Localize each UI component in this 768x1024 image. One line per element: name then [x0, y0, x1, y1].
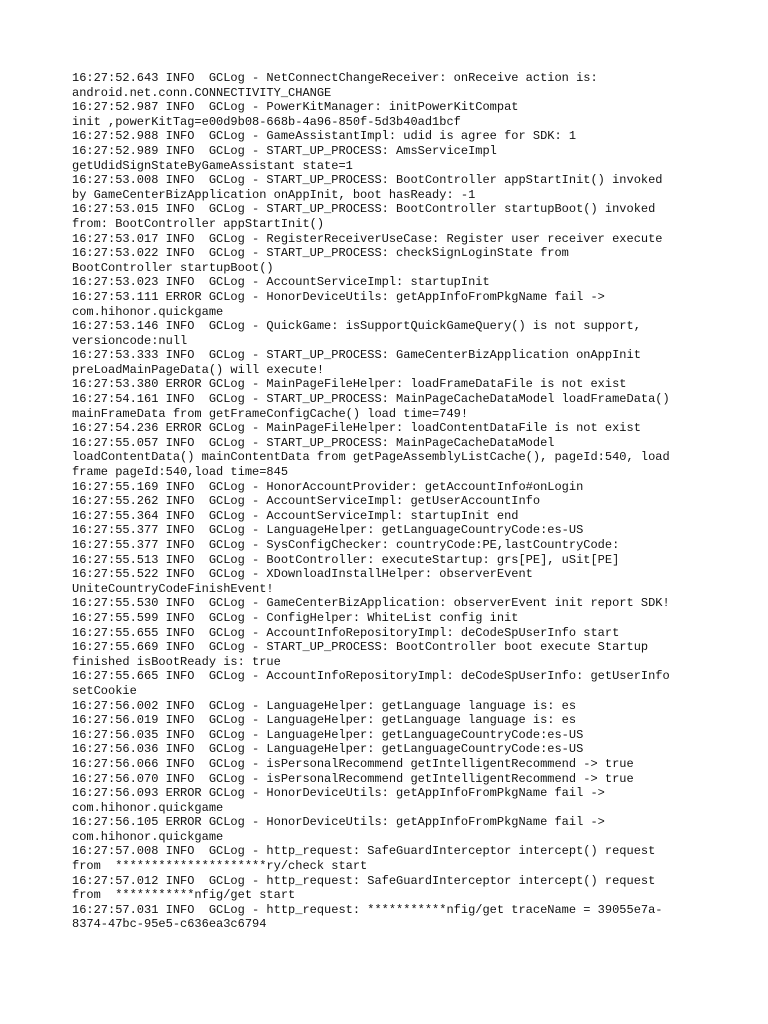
log-line: from *********************ry/check start: [72, 859, 368, 874]
log-line: 16:27:53.017 INFO GCLog - RegisterReceiverUseCase: Register user receiver execute: [72, 231, 663, 246]
log-line: BootController startupBoot(): [72, 260, 274, 275]
log-line: 16:27:55.665 INFO GCLog - AccountInfoRepositoryImpl: deCodeSpUserInfo: getUserInfo: [72, 669, 670, 684]
log-line: 16:27:55.262 INFO GCLog - AccountServiceImpl: getUserAccountInfo: [72, 494, 541, 509]
log-line: 16:27:55.599 INFO GCLog - ConfigHelper: WhiteList config init: [72, 610, 519, 625]
log-line: 16:27:52.643 INFO GCLog - NetConnectChangeReceiver: onReceive action is:: [72, 71, 598, 85]
log-line: 16:27:56.066 INFO GCLog - isPersonalRecommend getIntelligentRecommend -> true: [72, 756, 634, 771]
log-line: 16:27:55.377 INFO GCLog - LanguageHelper: getLanguageCountryCode:es-US: [72, 523, 584, 538]
log-line: init ,powerKitTag=e00d9b08-668b-4a96-850f-5d3b40ad1bcf: [72, 114, 461, 129]
log-line: 16:27:53.111 ERROR GCLog - HonorDeviceUtils: getAppInfoFromPkgName fail ->: [72, 289, 605, 304]
log-line: com.hihonor.quickgame: [72, 304, 224, 319]
log-line: 16:27:55.655 INFO GCLog - AccountInfoRepositoryImpl: deCodeSpUserInfo start: [72, 625, 620, 640]
log-line: UniteCountryCodeFinishEvent!: [72, 581, 274, 596]
log-line: android.net.conn.CONNECTIVITY_CHANGE: [72, 85, 332, 100]
log-document: [72, 71, 712, 932]
log-line: 16:27:54.161 INFO GCLog - START_UP_PROCESS: MainPageCacheDataModel loadFrameData(): [72, 392, 670, 407]
log-line: 16:27:55.530 INFO GCLog - GameCenterBizApplication: observerEvent init report SDK!: [72, 596, 670, 611]
log-line: 16:27:53.022 INFO GCLog - START_UP_PROCESS: checkSignLoginState from: [72, 246, 569, 261]
log-line: 16:27:52.989 INFO GCLog - START_UP_PROCESS: AmsServiceImpl: [72, 143, 497, 158]
log-line: from ***********nfig/get start: [72, 888, 296, 903]
log-line: mainFrameData from getFrameConfigCache() load time=749!: [72, 406, 469, 421]
log-line: finished isBootReady is: true: [72, 654, 281, 669]
log-line: frame pageId:540,load time=845: [72, 465, 289, 480]
log-line: com.hihonor.quickgame: [72, 800, 224, 815]
log-line: getUdidSignStateByGameAssistant state=1: [72, 158, 353, 173]
log-line: 16:27:53.008 INFO GCLog - START_UP_PROCESS: BootController appStartInit() invoked: [72, 173, 663, 188]
log-line: 16:27:55.169 INFO GCLog - HonorAccountProvider: getAccountInfo#onLogin: [72, 479, 584, 494]
log-line: 8374-47bc-95e5-c636ea3c6794: [72, 917, 267, 932]
log-line: 16:27:55.364 INFO GCLog - AccountServiceImpl: startupInit end: [72, 508, 519, 523]
log-line: 16:27:57.031 INFO GCLog - http_request: ***********nfig/get traceName = 39055e7a-: [72, 902, 663, 917]
log-line: 16:27:53.015 INFO GCLog - START_UP_PROCESS: BootController startupBoot() invoked: [72, 202, 656, 217]
log-line: 16:27:57.008 INFO GCLog - http_request: SafeGuardInterceptor intercept() request: [72, 844, 656, 859]
log-line: 16:27:54.236 ERROR GCLog - MainPageFileHelper: loadContentDataFile is not exist: [72, 421, 641, 436]
log-line: 16:27:55.669 INFO GCLog - START_UP_PROCESS: BootController boot execute Startup: [72, 640, 649, 655]
log-line: setCookie: [72, 683, 137, 698]
log-line: 16:27:55.522 INFO GCLog - XDownloadInstallHelper: observerEvent: [72, 567, 533, 582]
log-line: preLoadMainPageData() will execute!: [72, 362, 325, 377]
log-line: 16:27:55.377 INFO GCLog - SysConfigChecker: countryCode:PE,lastCountryCode:: [72, 538, 620, 552]
log-line: 16:27:56.036 INFO GCLog - LanguageHelper: getLanguageCountryCode:es-US: [72, 742, 584, 757]
log-line: 16:27:53.333 INFO GCLog - START_UP_PROCESS: GameCenterBizApplication onAppInit: [72, 348, 641, 363]
log-line: 16:27:52.987 INFO GCLog - PowerKitManager: initPowerKitCompat: [72, 100, 519, 115]
log-line: 16:27:53.380 ERROR GCLog - MainPageFileHelper: loadFrameDataFile is not exist: [72, 377, 627, 392]
log-line: 16:27:56.093 ERROR GCLog - HonorDeviceUtils: getAppInfoFromPkgName fail ->: [72, 786, 605, 801]
log-line: 16:27:57.012 INFO GCLog - http_request: SafeGuardInterceptor intercept() request: [72, 873, 656, 888]
log-line: 16:27:56.002 INFO GCLog - LanguageHelper: getLanguage language is: es: [72, 698, 577, 713]
log-line: 16:27:56.105 ERROR GCLog - HonorDeviceUtils: getAppInfoFromPkgName fail ->: [72, 815, 605, 830]
log-line: 16:27:56.035 INFO GCLog - LanguageHelper: getLanguageCountryCode:es-US: [72, 727, 584, 742]
log-line: 16:27:53.023 INFO GCLog - AccountServiceImpl: startupInit: [72, 275, 490, 290]
log-line: by GameCenterBizApplication onAppInit, boot hasReady: -1: [72, 187, 476, 202]
log-line: loadContentData() mainContentData from getPageAssemblyListCache(), pageId:540, load: [72, 450, 670, 465]
log-line: com.hihonor.quickgame: [72, 829, 224, 844]
log-line: 16:27:56.019 INFO GCLog - LanguageHelper: getLanguage language is: es: [72, 713, 577, 728]
log-line: 16:27:55.513 INFO GCLog - BootController: executeStartup: grs[PE], uSit[PE]: [72, 552, 620, 567]
log-line: 16:27:56.070 INFO GCLog - isPersonalRecommend getIntelligentRecommend -> true: [72, 771, 634, 786]
log-line: 16:27:55.057 INFO GCLog - START_UP_PROCESS: MainPageCacheDataModel: [72, 435, 555, 450]
log-line: 16:27:52.988 INFO GCLog - GameAssistantImpl: udid is agree for SDK: 1: [72, 129, 577, 144]
log-line: 16:27:53.146 INFO GCLog - QuickGame: isSupportQuickGameQuery() is not support,: [72, 319, 641, 334]
log-line: from: BootController appStartInit(): [72, 216, 325, 231]
log-line: versioncode:null: [72, 333, 188, 348]
